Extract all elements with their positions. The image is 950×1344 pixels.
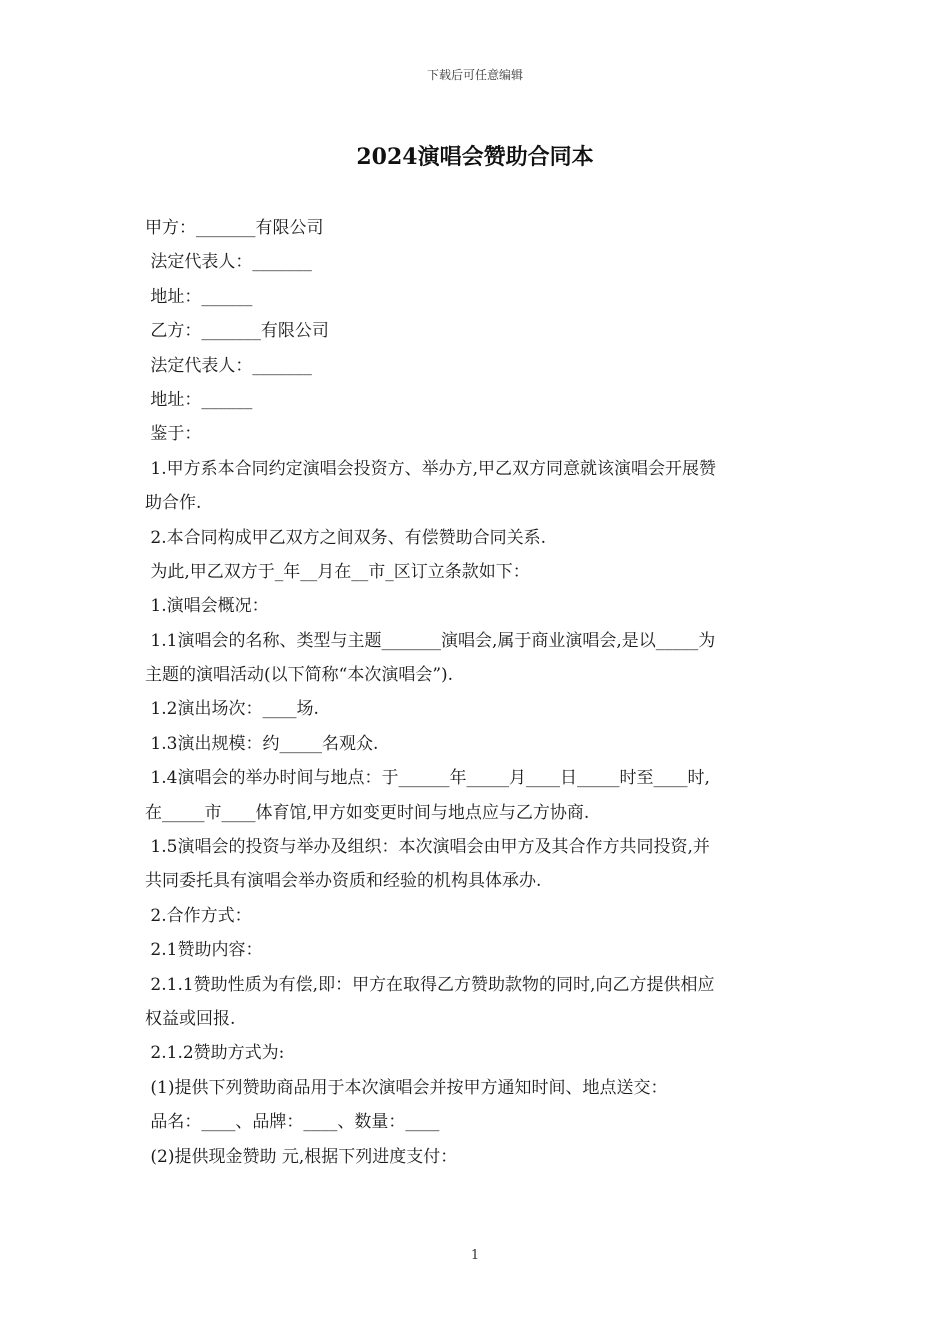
paragraph-line: 品名：____、品牌：____、数量：____ [145, 1112, 440, 1133]
paragraph-line: 助合作. [145, 493, 202, 514]
header-note: 下载后可任意编辑 [426, 68, 523, 82]
paragraph-line: 1.5演唱会的投资与举办及组织：本次演唱会由甲方及其合作方共同投资,并 [145, 837, 710, 858]
paragraph-line: 1.1演唱会的名称、类型与主题_______演唱会,属于商业演唱会,是以_____为 [145, 630, 716, 651]
paragraph-line: 共同委托具有演唱会举办资质和经验的机构具体承办. [145, 871, 542, 892]
paragraph-line: (1)提供下列赞助商品用于本次演唱会并按甲方通知时间、地点送交： [145, 1077, 668, 1098]
paragraph-line: 主题的演唱活动(以下简称“本次演唱会”). [145, 665, 454, 686]
paragraph-line: 2.1.2赞助方式为: [145, 1043, 285, 1064]
paragraph-line: 1.4演唱会的举办时间与地点：于______年_____月____日_____时至____时, [145, 768, 710, 789]
contract-body [145, 211, 805, 1174]
paragraph-line: 2.本合同构成甲乙双方之间双务、有偿赞助合同关系. [145, 527, 547, 548]
party-a-representative-line: 法定代表人：_______ [145, 252, 312, 273]
paragraph-line: 1.甲方系本合同约定演唱会投资方、举办方,甲乙双方同意就该演唱会开展赞 [145, 458, 717, 479]
paragraph-line: 为此,甲乙双方于_年__月在__市_区订立条款如下： [145, 561, 530, 582]
section-heading: 2.合作方式： [145, 905, 252, 926]
document-title: 2024演唱会赞助合同本 [356, 144, 594, 170]
party-b-line: 乙方：_______有限公司 [145, 321, 329, 342]
paragraph-line: 1.3演出规模：约_____名观众. [145, 733, 379, 754]
party-a-address-line: 地址：______ [145, 286, 253, 307]
paragraph-line: 2.1.1赞助性质为有偿,即：甲方在取得乙方赞助款物的同时,向乙方提供相应 [145, 974, 715, 995]
party-a-line: 甲方：_______有限公司 [145, 218, 324, 238]
paragraph-line: 在_____市____体育馆,甲方如变更时间与地点应与乙方协商. [145, 802, 590, 823]
paragraph-line: (2)提供现金赞助 元,根据下列进度支付： [145, 1146, 458, 1167]
section-heading: 1.演唱会概况： [145, 596, 269, 617]
page-number: 1 [470, 1248, 480, 1263]
whereas-heading: 鉴于： [145, 424, 202, 445]
party-b-address-line: 地址：______ [145, 389, 253, 410]
paragraph-line: 权益或回报. [145, 1008, 236, 1029]
paragraph-line: 2.1赞助内容： [145, 940, 263, 961]
paragraph-line: 1.2演出场次：____场. [145, 699, 319, 720]
party-b-representative-line: 法定代表人：_______ [145, 355, 312, 376]
